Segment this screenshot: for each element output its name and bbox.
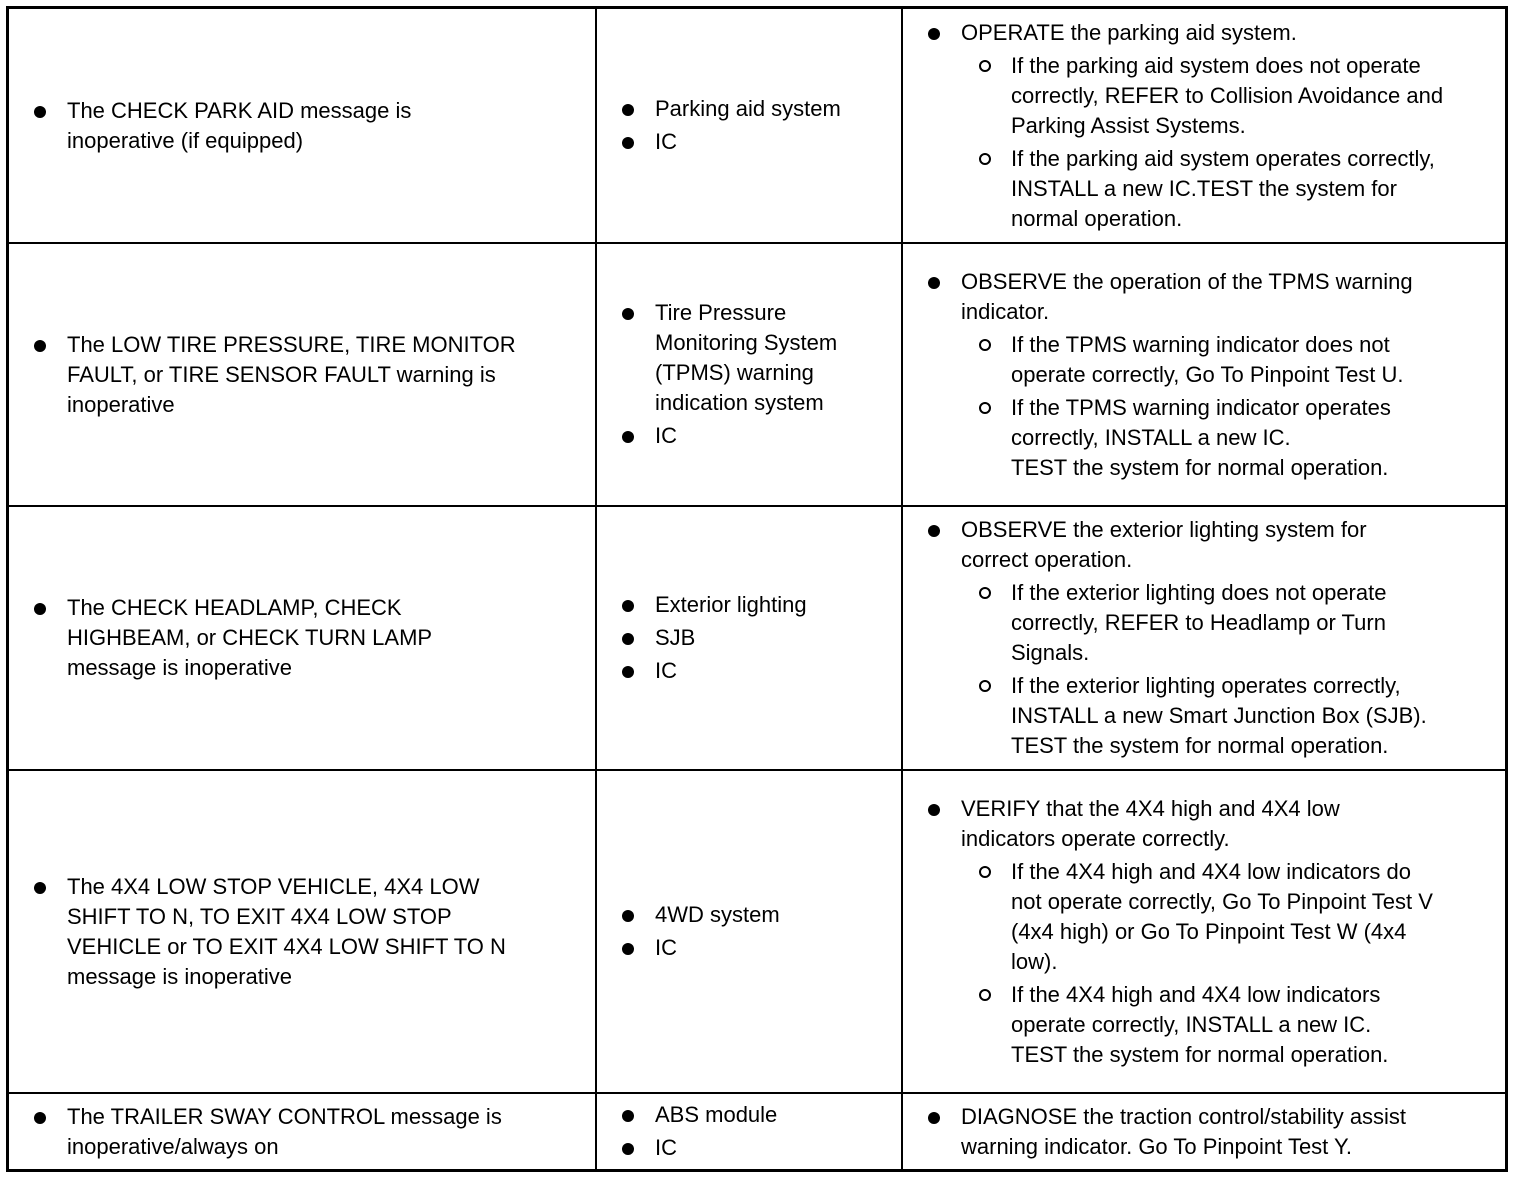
text-line: HIGHBEAM, or CHECK TURN LAMP [67,625,433,650]
condition-item [67,330,516,420]
source-item [655,94,841,124]
text-line: OBSERVE the operation of the TPMS warning [961,268,1413,294]
text-line: OBSERVE the exterior lighting system for [961,517,1367,542]
source-item [655,900,780,930]
text-line: FAULT, or TIRE SENSOR FAULT warning is [67,361,496,387]
action-item [961,515,1427,761]
text-line: INSTALL a new IC.TEST the system for [1011,175,1397,201]
condition-item [67,1102,502,1162]
source-item [655,623,807,653]
action-cell [901,507,1505,769]
text-line: Exterior lighting [655,592,807,617]
text-line: indicators operate correctly. [961,825,1230,851]
action-cell [901,1094,1505,1169]
text-line: correct operation. [961,547,1133,572]
text-line: (4x4 high) or Go To Pinpoint Test W (4x4 [1011,918,1407,944]
text-line: (TPMS) warning [655,360,814,385]
text-line: Parking Assist Systems. [1011,112,1246,138]
text-line: If the parking aid system operates correctly, [1011,145,1435,171]
text-line: 4WD system [655,902,780,927]
action-cell [901,9,1505,242]
text-line: IC [655,1135,677,1160]
text-line: correctly, REFER to Collision Avoidance and [1011,82,1444,108]
text-line: If the exterior lighting does not operate [1011,580,1387,605]
source-item [655,298,837,418]
text-line: If the 4X4 high and 4X4 low indicators [1011,981,1381,1007]
text-line: INSTALL a new Smart Junction Box (SJB). [1011,703,1427,728]
source-item [655,421,837,451]
condition-item [67,593,432,683]
text-line: warning indicator. Go To Pinpoint Test Y. [961,1133,1352,1159]
table-row [9,769,1505,1092]
text-line: If the TPMS warning indicator operates [1011,394,1391,420]
text-line: inoperative [67,391,175,417]
diagnostic-table [6,6,1508,1172]
text-line: normal operation. [1011,205,1183,231]
text-line: The CHECK PARK AID message is [67,97,412,123]
text-line: IC [655,658,677,683]
action-subitem [1011,980,1433,1070]
text-line: operate correctly, INSTALL a new IC. [1011,1011,1372,1037]
condition-cell [9,9,595,242]
action-subitem [1011,51,1443,141]
source-item [655,933,780,963]
source-cell [595,507,901,769]
condition-cell [9,1094,595,1169]
text-line: message is inoperative [67,655,293,680]
table-row [9,9,1505,242]
table-row [9,505,1505,769]
source-cell [595,9,901,242]
condition-cell [9,507,595,769]
source-cell [595,244,901,505]
source-item [655,1100,777,1130]
action-subitem [1011,330,1413,390]
condition-cell [9,771,595,1092]
text-line: IC [655,935,677,960]
text-line: VERIFY that the 4X4 high and 4X4 low [961,795,1340,821]
text-line: IC [655,423,677,448]
action-subitem [1011,144,1443,234]
text-line: SJB [655,625,696,650]
text-line: The 4X4 LOW STOP VEHICLE, 4X4 LOW [67,873,480,899]
text-line: operate correctly, Go To Pinpoint Test U. [1011,361,1404,387]
condition-item [67,872,506,992]
text-line: low). [1011,948,1058,974]
text-line: Parking aid system [655,96,841,121]
text-line: indicator. [961,298,1050,324]
text-line: VEHICLE or TO EXIT 4X4 LOW SHIFT TO N [67,933,506,959]
source-cell [595,771,901,1092]
text-line: TEST the system for normal operation. [1011,1041,1389,1067]
text-line: message is inoperative [67,963,293,989]
action-item [961,267,1413,483]
text-line: OPERATE the parking aid system. [961,19,1297,45]
text-line: correctly, INSTALL a new IC. [1011,424,1291,450]
condition-cell [9,244,595,505]
source-item [655,127,841,157]
text-line: If the 4X4 high and 4X4 low indicators do [1011,858,1411,884]
action-subitem [1011,393,1413,483]
source-item [655,656,807,686]
text-line: IC [655,129,677,154]
text-line: TEST the system for normal operation. [1011,454,1389,480]
action-item [961,18,1443,234]
text-line: If the parking aid system does not operate [1011,52,1421,78]
text-line: indication system [655,390,824,415]
text-line: Tire Pressure [655,300,787,325]
text-line: ABS module [655,1102,778,1127]
action-item [961,1102,1406,1162]
source-item [655,590,807,620]
text-line: The CHECK HEADLAMP, CHECK [67,595,402,620]
action-cell [901,771,1505,1092]
text-line: The LOW TIRE PRESSURE, TIRE MONITOR [67,331,516,357]
text-line: The TRAILER SWAY CONTROL message is [67,1103,502,1129]
text-line: TEST the system for normal operation. [1011,733,1389,758]
text-line: Signals. [1011,640,1090,665]
text-line: If the TPMS warning indicator does not [1011,331,1390,357]
text-line: correctly, REFER to Headlamp or Turn [1011,610,1386,635]
text-line: inoperative (if equipped) [67,127,304,153]
source-cell [595,1094,901,1169]
text-line: not operate correctly, Go To Pinpoint Test V [1011,888,1433,914]
text-line: Monitoring System [655,330,838,355]
action-subitem [1011,578,1427,668]
text-line: DIAGNOSE the traction control/stability assist [961,1103,1407,1129]
text-line: inoperative/always on [67,1133,279,1159]
table-row [9,242,1505,505]
action-cell [901,244,1505,505]
text-line: If the exterior lighting operates correctly, [1011,673,1401,698]
condition-item [67,96,411,156]
text-line: SHIFT TO N, TO EXIT 4X4 LOW STOP [67,903,452,929]
action-subitem [1011,857,1433,977]
action-subitem [1011,671,1427,761]
source-item [655,1133,777,1163]
action-item [961,794,1433,1070]
table-row [9,1092,1505,1169]
